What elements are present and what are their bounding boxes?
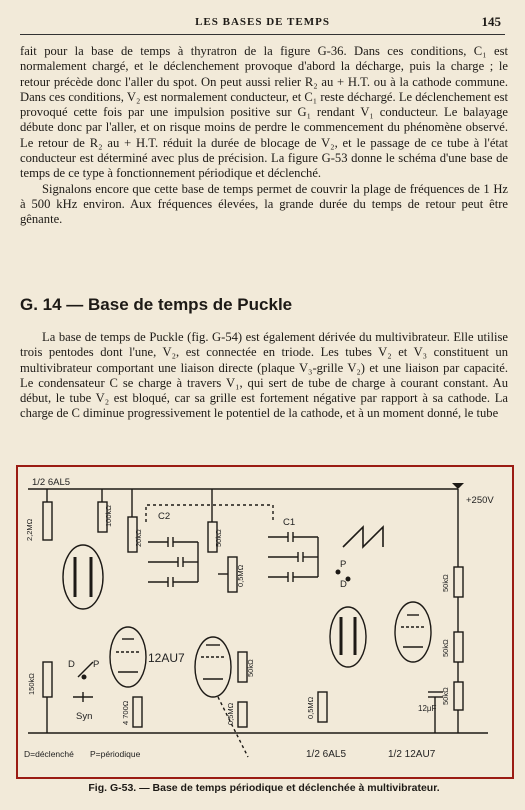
section-heading: G. 14 — Base de temps de Puckle [20,295,293,314]
circuit-schematic [18,467,512,777]
label-d2: D [340,579,347,590]
paragraph-1: fait pour la base de temps à thyratron de la figure G-36. Dans ces conditions, C₁ est normalement chargé, et le déclenchement provoque d'abord la décharge, puis la charge ; le retour précède donc l'aller du spot. On peut aussi relier R₂ au + H.T. ou à la cathode commune. Dans ces conditions, V₂ est normalement conducteur, et C₁ reste déchargé. Le déclenchement est provoqué cette fois par une impulsion positive sur G₁ rendant V₁ conducteur. Le balayage débute donc par l'aller, et on risque moins de perdre le commencement du phénomène observé. Le retour de R₂ au + H.T. réduit la durée de blocage de V₂, et le passage de ce tube à l'état conducteur est déterminé avec plus de précision. La figure G-53 donne le schéma d'une base de temps de ce type à fonctionnement périodique et déclenché. [20,44,508,181]
label-tube1: 1/2 6AL5 [32,477,71,488]
label-cap: 12μF [418,704,437,713]
label-r13: 0,5MΩ [306,696,315,719]
label-r11: 50kΩ [441,639,450,657]
label-r9: 0,5MΩ [226,702,235,725]
label-r1: 2,2MΩ [25,518,34,541]
label-r7: 4 700Ω [121,700,130,725]
figure-caption: Fig. G-53. — Base de temps périodique et déclenchée à multivibrateur. [88,782,440,794]
label-r2: 100kΩ [104,505,113,527]
label-tube2: 12AU7 [148,651,185,665]
label-hv: +250V [466,495,494,506]
legend-p: P=périodique [90,749,141,759]
paragraph-2: Signalons encore que cette base de temps permet de couvrir la plage de fréquences de 1 Hz à 500 kHz environ. Aux fréquences élevées, la grande durée du temps de retour peut être gênante. [20,181,508,227]
legend-d: D=déclenché [24,749,74,759]
running-title: LES BASES DE TEMPS [195,16,330,28]
page-header [20,14,505,35]
label-d1: D [68,659,75,670]
label-r5: 0,5MΩ [236,564,245,587]
label-r10: 50kΩ [441,574,450,592]
label-r8: 50kΩ [246,659,255,677]
page-number: 145 [481,14,501,29]
label-r4: 50kΩ [214,529,223,547]
label-tube3: 1/2 6AL5 [306,749,347,760]
circuit-figure [16,465,514,779]
body-text [20,44,508,228]
label-c2: C2 [158,511,171,522]
label-syn: Syn [76,711,93,722]
label-r3: 20kΩ [134,529,143,547]
switch-contact-icon [82,675,87,680]
section-body [20,330,508,422]
label-r12: 50kΩ [441,687,450,705]
label-tube4: 1/2 12AU7 [388,749,436,760]
label-r6: 150kΩ [27,673,36,695]
switch-contact-icon [336,570,341,575]
label-p1: P [93,659,100,670]
label-p2: P [340,559,347,570]
label-c1: C1 [283,517,296,528]
supply-arrow-icon [452,483,464,489]
paragraph-3: La base de temps de Puckle (fig. G-54) est également dérivée du multivibrateur. Elle utilise trois pentodes dont l'une, V₂, est connectée en triode. Les tubes V₂ et V₃ constituent un multivibrateur comportant une liaison directe (plaque V₃-grille V₂) et une liaison par capacité. Le condensateur C se charge à travers V₁, qui sert de tube de charge à courant constant. Au début, le tube V₂ est bloqué, car sa grille est fortement négative par rapport à sa cathode. La charge de C diminue progressivement le potentiel de la cathode, et à un moment donné, le tube [20,330,508,421]
